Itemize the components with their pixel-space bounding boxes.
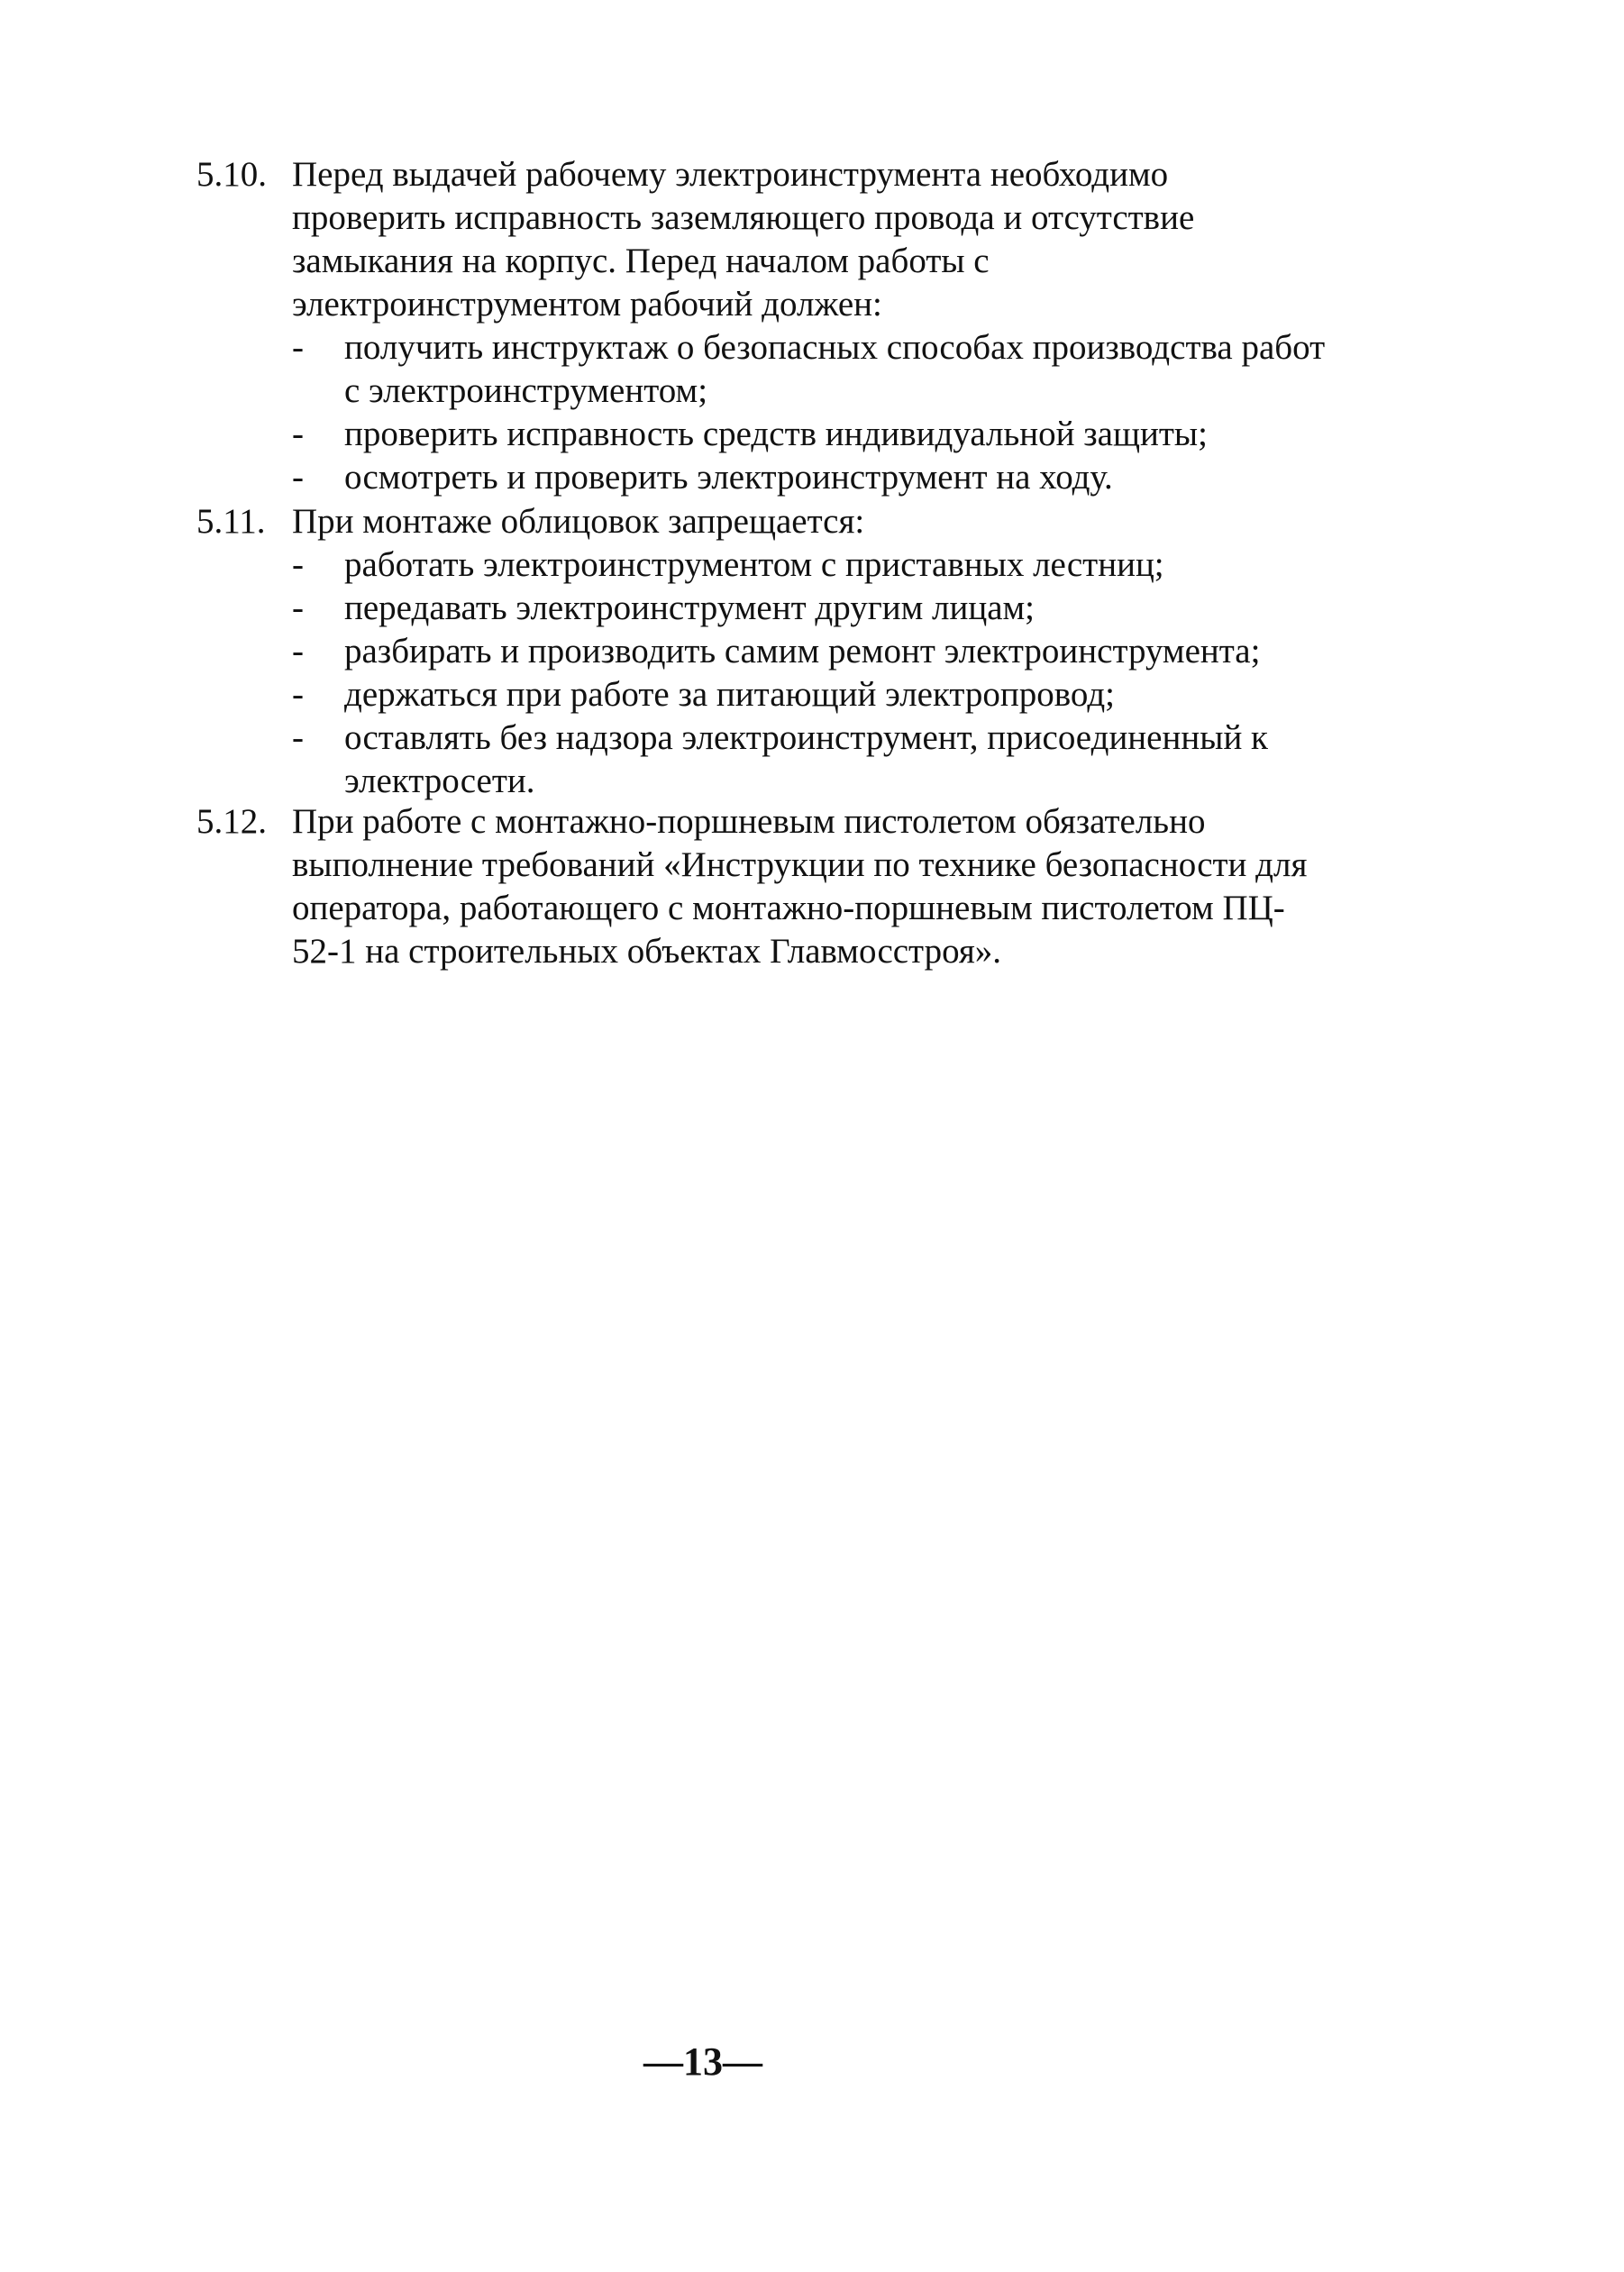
section-body: [292, 500, 1437, 803]
bullet-list: [292, 326, 1437, 499]
section-body: [292, 800, 1437, 973]
list-item-line: проверить исправность средств индивидуальной защиты;: [344, 415, 1208, 453]
dash-marker: -: [292, 328, 304, 367]
list-item: [292, 716, 1437, 803]
section-number: 5.12.: [196, 802, 267, 841]
list-item: [292, 673, 1437, 716]
paragraph-line: выполнение требований «Инструкции по технике безопасности для: [292, 845, 1308, 884]
paragraph-line: При работе с монтажно-поршневым пистолетом обязательно: [292, 802, 1206, 841]
section-number: 5.10.: [196, 155, 267, 194]
section-body: [292, 153, 1437, 499]
paragraph-line: оператора, работающего с монтажно-поршневым пистолетом ПЦ-: [292, 889, 1285, 927]
list-item: [292, 456, 1437, 499]
list-item: [292, 326, 1437, 413]
list-item-line: работать электроинструментом с приставных лестниц;: [344, 545, 1164, 584]
paragraph-line: 52-1 на строительных объектах Главмосстроя».: [292, 932, 1002, 971]
list-item: [292, 543, 1437, 587]
list-item: [292, 413, 1437, 456]
list-item: [292, 587, 1437, 630]
page-number: —13—: [643, 2039, 762, 2084]
paragraph-line: проверить исправность заземляющего провода и отсутствие: [292, 198, 1195, 237]
dash-marker: -: [292, 589, 304, 627]
paragraph-line: При монтаже облицовок запрещается:: [292, 502, 865, 541]
section-number: 5.11.: [196, 502, 266, 541]
list-item: [292, 630, 1437, 673]
list-item-line: осмотреть и проверить электроинструмент на ходу.: [344, 458, 1113, 497]
bullet-list: [292, 543, 1437, 803]
dash-marker: -: [292, 718, 304, 757]
list-item-line: получить инструктаж о безопасных способах производства работ: [344, 328, 1326, 367]
list-item-line: разбирать и производить самим ремонт электроинструмента;: [344, 632, 1261, 671]
list-item-line: передавать электроинструмент другим лицам;: [344, 589, 1036, 627]
dash-marker: -: [292, 545, 304, 584]
list-item-line: электросети.: [344, 762, 535, 800]
dash-marker: -: [292, 675, 304, 714]
paragraph-line: Перед выдачей рабочему электроинструмента необходимо: [292, 155, 1169, 194]
dash-marker: -: [292, 415, 304, 453]
list-item-line: держаться при работе за питающий электропровод;: [344, 675, 1115, 714]
list-item-line: оставлять без надзора электроинструмент, присоединенный к: [344, 718, 1269, 757]
paragraph-line: электроинструментом рабочий должен:: [292, 285, 882, 324]
dash-marker: -: [292, 632, 304, 671]
paragraph-line: замыкания на корпус. Перед началом работы с: [292, 242, 990, 280]
dash-marker: -: [292, 458, 304, 497]
list-item-line: с электроинструментом;: [344, 371, 708, 410]
